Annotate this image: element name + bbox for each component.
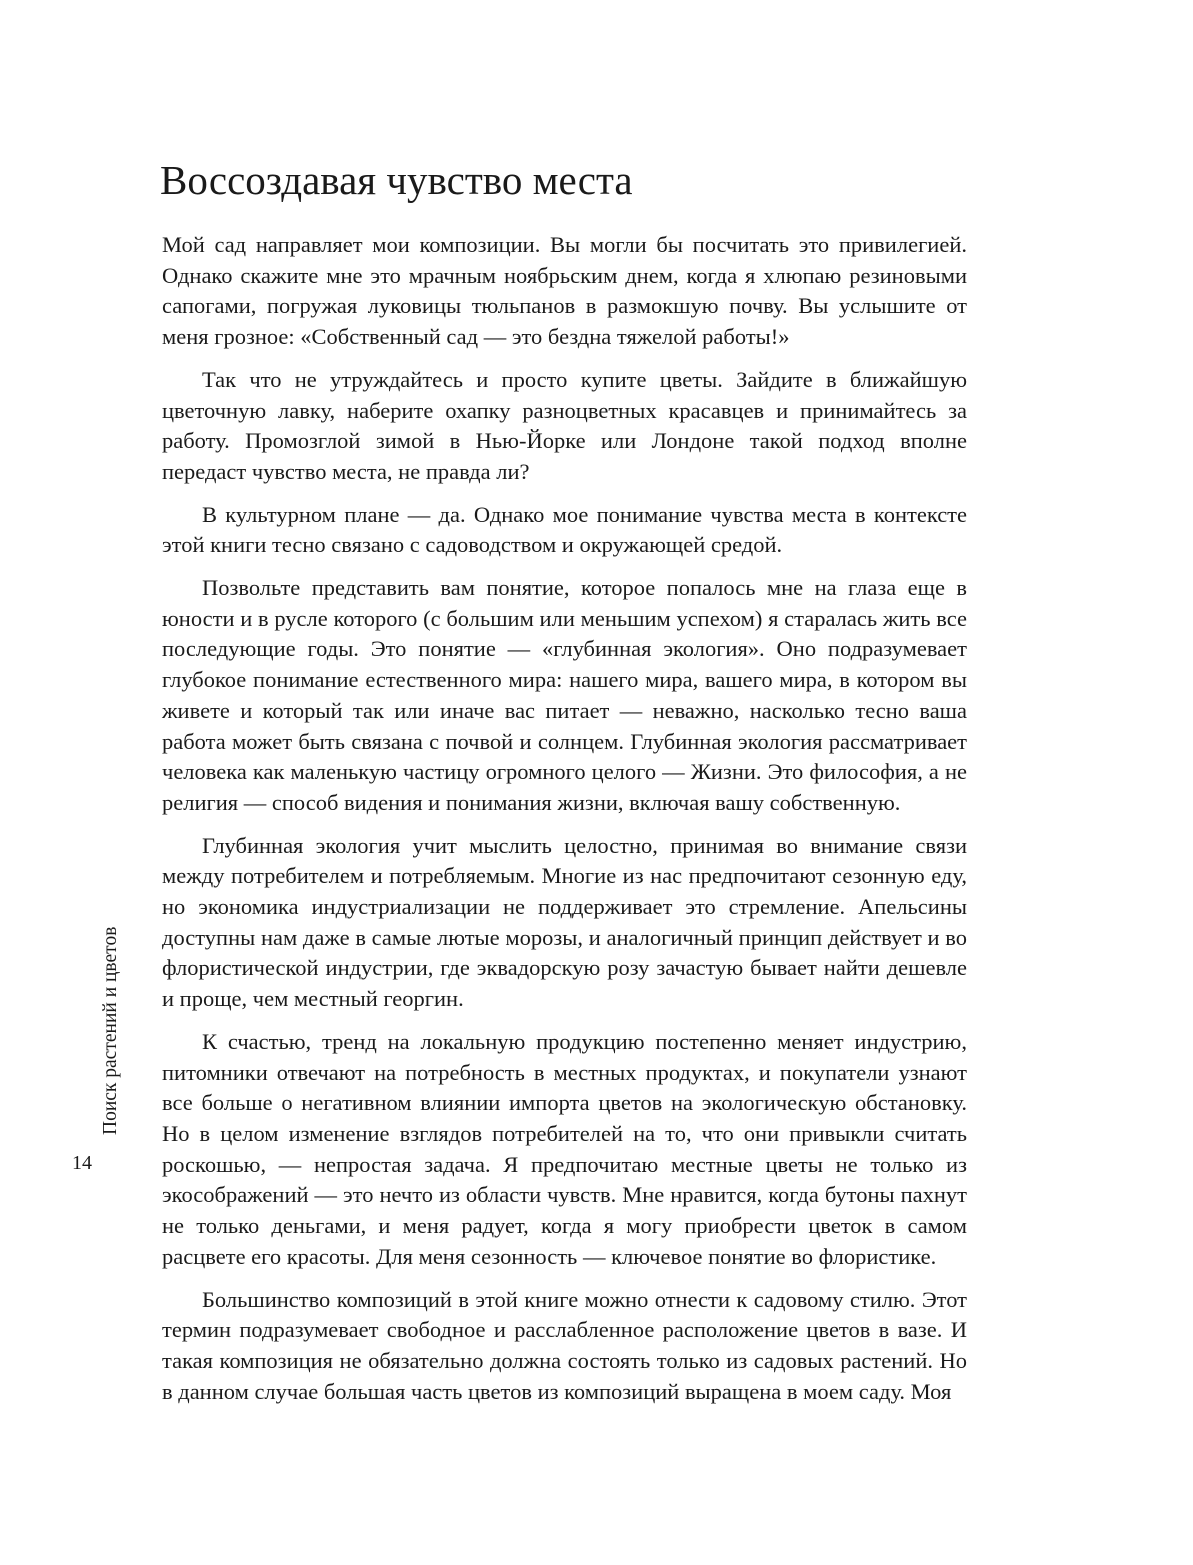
chapter-title: Воссоздавая чувство места <box>160 157 633 203</box>
paragraph: В культурном плане — да. Однако мое понимание чувства места в контексте этой книги тесно связано с садоводством и окружающей средой. <box>162 501 967 558</box>
paragraph: Так что не утруждайтесь и просто купите цветы. Зайдите в ближайшую цветочную лавку, наберите охапку разноцветных красавцев и принимайтесь за работу. Промозглой зимой в Нью-Йорке или Лондоне такой подход вполне передаст чувство места, не правда ли? <box>162 366 967 484</box>
paragraph: Большинство композиций в этой книге можно отнести к садовому стилю. Этот термин подразумевает свободное и расслабленное расположение цветов в вазе. И такая композиция не обязательно должна состоять только из садовых растений. Но в данном случае большая часть цветов из композиций выращена в моем саду. Моя <box>162 1286 967 1404</box>
paragraph: К счастью, тренд на локальную продукцию постепенно меняет индустрию, питомники отвечают на потребность в местных продуктах, и покупатели узнают все больше о негативном влиянии импорта цветов на экологическую обстановку. Но в целом изменение взглядов потребителей на то, что они привыкли считать роскошью, — непростая задача. Я предпочитаю местные цветы не только из экосображений — это нечто из области чувств. Мне нравится, когда бутоны пахнут не только деньгами, и меня радует, когда я могу приобрести цветок в самом расцвете его красоты. Для меня сезонность — ключевое понятие во флористике. <box>162 1028 967 1269</box>
paragraph: Позвольте представить вам понятие, которое попалось мне на глаза еще в юности и в русле которого (с большим или меньшим успехом) я старалась жить все последующие годы. Это понятие — «глубинная экология». Оно подразумевает глубокое понимание естественного мира: нашего мира, вашего мира, в котором вы живете и который так или иначе вас питает — неважно, насколько тесно ваша работа может быть связана с почвой и солнцем. Глубинная экология рассматривает человека как маленькую частицу огромного целого — Жизни. Это философия, а не религия — способ видения и понимания жизни, включая вашу собственную. <box>162 575 967 815</box>
body-text <box>162 230 967 1419</box>
paragraph: Глубинная экология учит мыслить целостно, принимая во внимание связи между потребителем и потребляемым. Многие из нас предпочитают сезонную еду, но экономика индустриализации не поддерживает это стремление. Апельсины доступны нам даже в самые лютые морозы, и аналогичный принцип действует и во флористической индустрии, где эквадорскую розу зачастую бывает найти дешевле и проще, чем местный георгин. <box>162 832 967 1012</box>
page-number: 14 <box>72 1152 92 1174</box>
paragraph: Мой сад направляет мои композиции. Вы могли бы посчитать это привилегией. Однако скажите мне это мрачным ноябрьским днем, когда я хлюпаю резиновыми сапогами, погружая луковицы тюльпанов в размокшую почву. Вы услышите от меня грозное: «Собственный сад — это бездна тяжелой работы!» <box>162 232 967 350</box>
running-head: Поиск растений и цветов <box>100 926 121 1135</box>
